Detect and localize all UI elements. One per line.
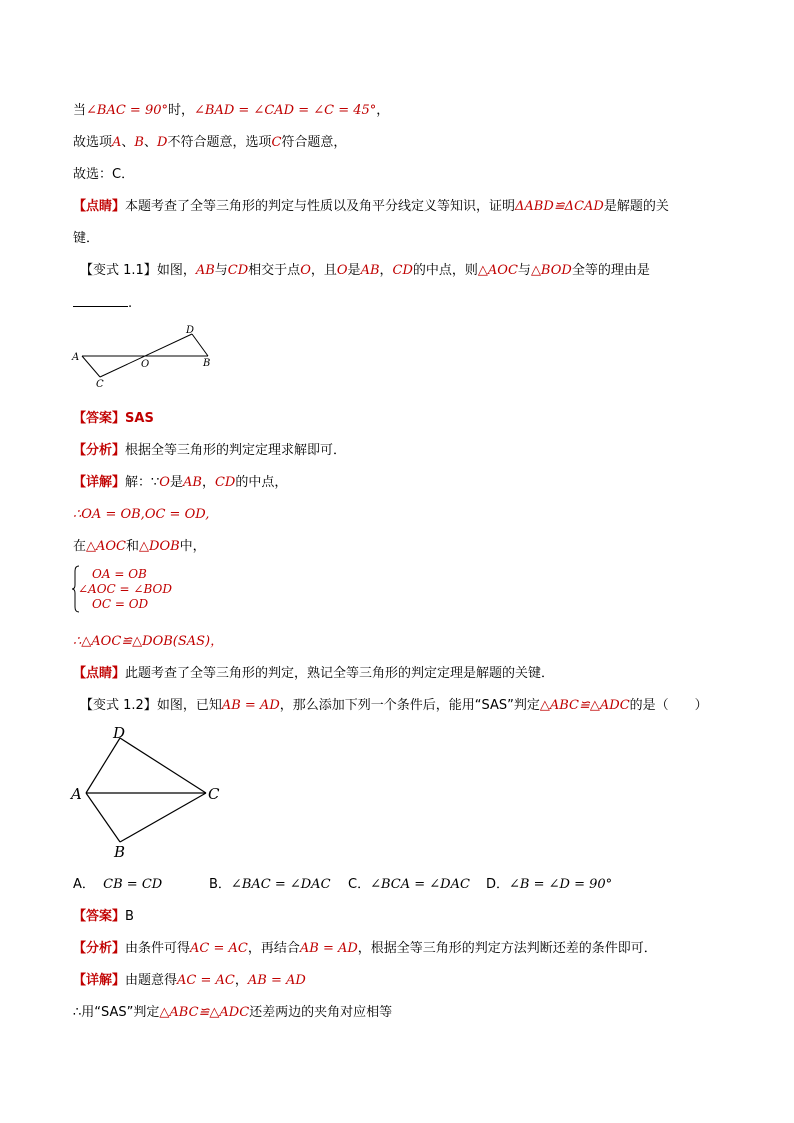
equation-system — [72, 565, 212, 613]
text: ， — [201, 475, 215, 490]
math: ∠BAC = 90° — [86, 103, 168, 118]
text: 解：∵ — [125, 475, 160, 490]
detail-line — [73, 474, 287, 492]
math-line: ∴OA = OB,OC = OD, — [73, 507, 210, 522]
text: 如图， — [156, 263, 196, 278]
math: △DOB — [139, 539, 180, 554]
math: ∠BAD = ∠CAD = ∠C = 45° — [194, 103, 377, 118]
text: ，且 — [310, 263, 337, 278]
text-line: 故选：C． — [73, 167, 135, 182]
math: CD — [227, 263, 249, 278]
math: △AOC — [86, 539, 127, 554]
text-line — [73, 134, 346, 152]
text: ，再结合 — [247, 941, 300, 956]
text: 和 — [126, 539, 140, 554]
text: 与 — [517, 263, 531, 278]
question-line — [80, 697, 708, 715]
text: 中， — [179, 539, 206, 554]
section-tag: 【变式 1.1】 — [80, 263, 157, 278]
math: A — [112, 135, 122, 150]
text: 故选项 — [73, 135, 113, 150]
text: 当 — [73, 103, 87, 118]
math: AC = AC — [190, 941, 248, 956]
text: 、 — [143, 135, 157, 150]
figure-kite — [65, 722, 230, 862]
equation-row: ∠AOC = ∠BOD — [78, 582, 172, 596]
math: AB — [195, 263, 215, 278]
text: 根据全等三角形的判定定理求解即可． — [125, 443, 347, 458]
math: O — [300, 263, 311, 278]
math: △AOC — [477, 263, 518, 278]
math: O — [336, 263, 348, 278]
section-tag: 【点睛】 — [73, 666, 126, 681]
section-tag: 【点睛】 — [73, 199, 126, 214]
text: 是解题的关 — [603, 199, 669, 214]
label-D: D — [113, 724, 126, 742]
math: D — [157, 135, 168, 150]
section-tag: 【分析】 — [73, 443, 126, 458]
math: CD — [214, 475, 236, 490]
math: O — [159, 475, 170, 490]
math: AB = AD — [221, 698, 280, 713]
option-c[interactable] — [348, 876, 470, 894]
math: C — [271, 135, 282, 150]
text: 还差两边的夹角对应相等 — [249, 1005, 393, 1020]
label-B: B — [203, 358, 211, 369]
text: ，根据全等三角形的判定方法判断还差的条件即可． — [357, 941, 657, 956]
text-line — [73, 198, 669, 216]
figure-intersecting-segments — [70, 320, 220, 390]
text: 由条件可得 — [125, 941, 191, 956]
text: 与 — [214, 263, 228, 278]
answer-blank[interactable]: . — [73, 292, 132, 313]
equation-row: OC = OD — [92, 597, 149, 611]
option-text: ∠BCA = ∠DAC — [370, 877, 470, 892]
option-label: D． — [486, 877, 510, 892]
text: ∴用“SAS”判定 — [73, 1005, 160, 1020]
section-tag: 【分析】 — [73, 941, 126, 956]
section-tag: 【详解】 — [73, 475, 126, 490]
text: ， — [379, 263, 393, 278]
text: 的是（ ） — [629, 698, 708, 713]
text-line — [73, 1004, 392, 1022]
option-label: A． — [73, 877, 95, 892]
detail-line — [73, 972, 306, 990]
text-line — [73, 102, 389, 120]
text: 本题考查了全等三角形的判定与性质以及角平分线定义等知识，证明 — [125, 199, 516, 214]
text: ，那么添加下列一个条件后，能用“SAS”判定 — [279, 698, 540, 713]
text: 是 — [169, 475, 183, 490]
text: 不符合题意，选项 — [167, 135, 272, 150]
text: 如图，已知 — [156, 698, 222, 713]
math: ∴△AOC≌△DOB(SAS)， — [73, 634, 224, 649]
label-C: C — [208, 785, 220, 803]
answer-value: B — [125, 909, 134, 924]
text: 的中点， — [235, 475, 288, 490]
math: CD — [392, 263, 413, 278]
math: B — [134, 135, 144, 150]
label-C: C — [96, 379, 104, 390]
section-tag: 【答案】 — [73, 909, 126, 924]
math: ΔABD≌ΔCAD — [515, 199, 604, 214]
equation-row: OA = OB — [92, 567, 147, 581]
label-B: B — [114, 843, 126, 861]
text: 的中点，则 — [412, 263, 478, 278]
option-label: C． — [348, 877, 371, 892]
math: AB = AD — [247, 973, 306, 988]
math: △ABC≌△ADC — [159, 1005, 250, 1020]
math: △ABC≌△ADC — [539, 698, 630, 713]
option-text: ∠B = ∠D = 90° — [509, 877, 613, 892]
text: 由题意得 — [125, 973, 178, 988]
label-A: A — [71, 785, 82, 803]
math: AB — [182, 475, 202, 490]
question-line — [80, 262, 650, 280]
text: 相交于点 — [248, 263, 301, 278]
text: 在 — [73, 539, 87, 554]
answer-line — [73, 908, 134, 926]
note-line — [73, 665, 554, 683]
math: AB = AD — [299, 941, 358, 956]
text: 全等的理由是 — [571, 263, 650, 278]
text: 时， — [168, 103, 195, 118]
text: ， — [376, 103, 390, 118]
option-text: ∠BAC = ∠DAC — [230, 877, 331, 892]
text: 是 — [347, 263, 361, 278]
math: △BOD — [530, 263, 572, 278]
text: 符合题意， — [281, 135, 347, 150]
option-a[interactable] — [73, 876, 162, 894]
conclusion-line — [73, 633, 223, 651]
math: AC = AC — [177, 973, 235, 988]
answer-value: SAS — [125, 411, 154, 426]
answer-line — [73, 410, 154, 428]
section-tag: 【变式 1.2】 — [80, 698, 157, 713]
text-line — [73, 538, 206, 556]
option-d[interactable] — [486, 876, 612, 894]
math: AB — [360, 263, 380, 278]
text: ， — [234, 973, 248, 988]
option-b[interactable] — [209, 876, 331, 894]
section-tag: 【详解】 — [73, 973, 126, 988]
label-O: O — [141, 359, 150, 370]
text: 此题考查了全等三角形的判定，熟记全等三角形的判定定理是解题的关键． — [125, 666, 555, 681]
option-label: B． — [209, 877, 231, 892]
text-line: 键． — [73, 231, 100, 246]
analysis-line — [73, 442, 346, 460]
option-text: CB = CD — [103, 877, 163, 892]
label-D: D — [186, 325, 195, 336]
section-tag: 【答案】 — [73, 411, 126, 426]
analysis-line — [73, 940, 657, 958]
text: 、 — [121, 135, 135, 150]
label-A: A — [72, 352, 80, 363]
